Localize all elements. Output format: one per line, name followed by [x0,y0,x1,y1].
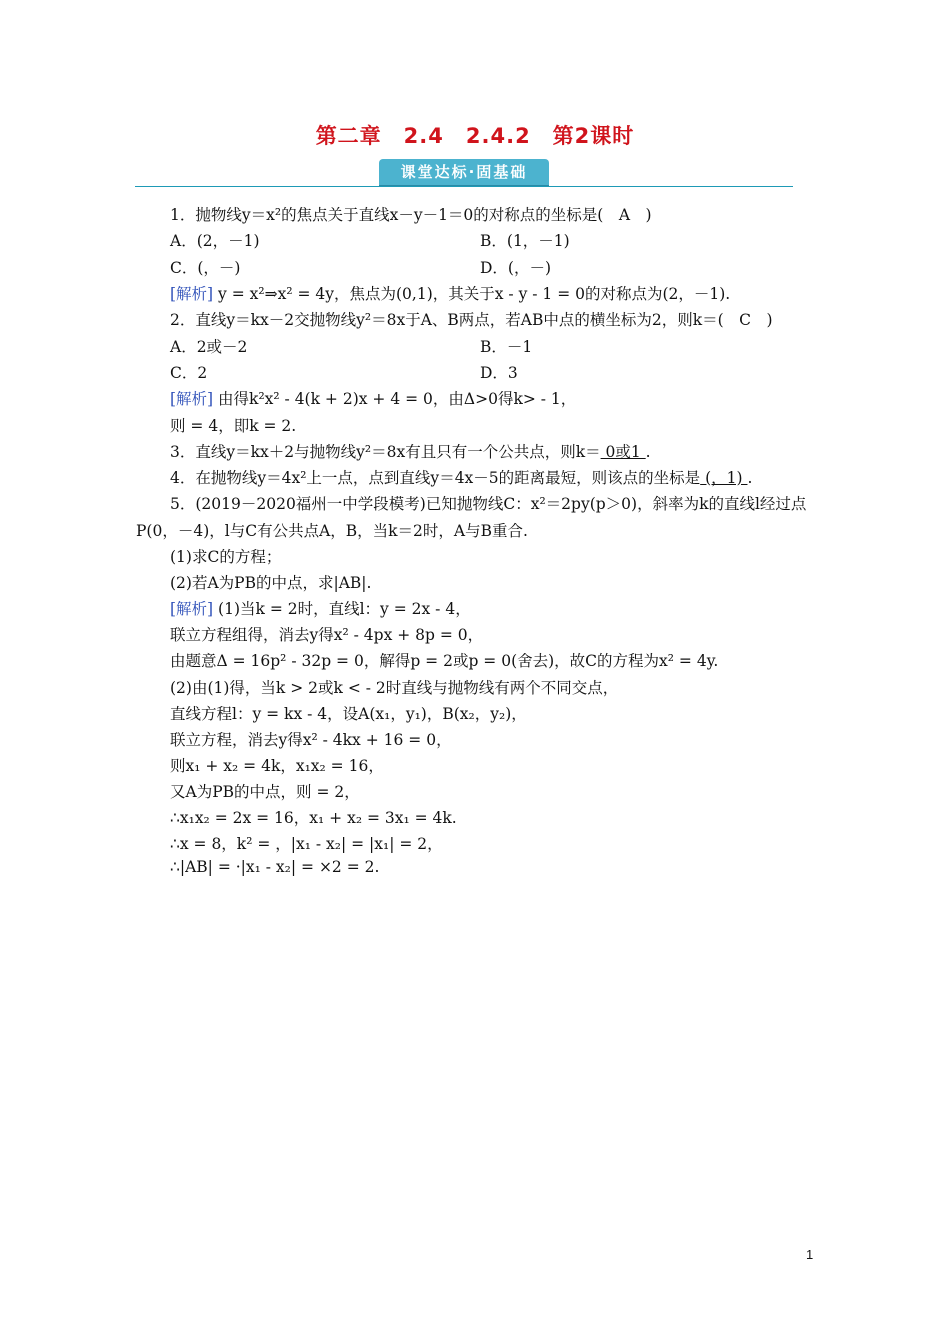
q2-option-c: C．2 [170,364,208,382]
q4-stem [170,466,752,488]
q3-text: 3．直线y＝kx＋2与抛物线y²＝8x有且只有一个公共点，则k＝ [170,443,601,461]
q2-analysis-line2: 则 = 4，即k = 2. [170,417,297,435]
q3-answer: 0或1 [600,443,646,461]
q5-solution-9: ∴x₁x₂ = 2x = 16，x₁ + x₂ = 3x₁ = 4k. [170,809,457,827]
q2-analysis [170,387,576,409]
q4-answer: (，1) [700,469,748,487]
q5-solution-1: (1)当k = 2时，直线l：y = 2x - 4， [218,600,471,618]
q5-solution-4: (2)由(1)得，当k > 2或k < - 2时直线与抛物线有两个不同交点， [170,679,619,697]
q1-analysis-text: y = x²⇒x² = 4y，焦点为(0,1)，其关于x - y - 1 = 0的对称点为(2，－1). [218,285,731,303]
section-banner: 课堂达标·固基础 [379,159,549,185]
page-title: 第二章 2.4 2.4.2 第2课时 [315,124,635,148]
q5-stem-line2: P(0，－4)，l与C有公共点A，B，当k＝2时，A与B重合. [136,522,528,540]
analysis-tag: [解析] [170,600,214,618]
q5-solution-8: 又A为PB的中点，则 = 2， [170,783,360,801]
q2-analysis-line1: 由得k²x² - 4(k + 2)x + 4 = 0，由Δ>0得k> - 1， [218,390,577,408]
q2-option-a: A．2或－2 [170,338,248,356]
q1-option-b: B．(1，－1) [480,232,570,250]
q5-analysis [170,597,471,619]
q1-option-c: C．(，－) [170,259,241,277]
q5-solution-7: 则x₁ + x₂ = 4k，x₁x₂ = 16， [170,757,384,775]
q5-solution-5: 直线方程l：y = kx - 4，设A(x₁，y₁)，B(x₂，y₂)， [170,705,527,723]
q2-option-b: B．－1 [480,338,533,356]
q2-stem: 2．直线y＝kx－2交抛物线y²＝8x于A、B两点，若AB中点的横坐标为2，则k＝( C ) [170,311,773,329]
banner-divider [135,186,793,187]
q5-solution-3: 由题意Δ = 16p² - 32p = 0，解得p = 2或p = 0(舍去)，故C的方程为x² = 4y. [170,652,719,670]
q1-option-d: D．(，－) [480,259,552,277]
q5-part1: (1)求C的方程； [170,548,282,566]
q5-solution-11: ∴|AB| = ·|x₁ - x₂| = ×2 = 2. [170,858,380,876]
q3-end: . [645,443,651,461]
q4-end: . [747,469,753,487]
q5-part2: (2)若A为PB的中点，求|AB|. [170,574,372,592]
q1-option-a: A．(2，－1) [170,232,260,250]
q2-option-d: D．3 [480,364,518,382]
q5-solution-6: 联立方程，消去y得x² - 4kx + 16 = 0， [170,731,452,749]
analysis-tag: [解析] [170,285,214,303]
q4-text: 4．在抛物线y＝4x²上一点，点到直线y＝4x－5的距离最短，则该点的坐标是 [170,469,701,487]
q5-solution-10: ∴x = 8，k² = ，|x₁ - x₂| = |x₁| = 2， [170,835,443,853]
q1-analysis [170,282,730,304]
q5-stem-line1: 5．(2019－2020福州一中学段模考)已知抛物线C：x²＝2py(p＞0)，斜率为k的直线l经过点 [170,495,807,513]
analysis-tag: [解析] [170,390,214,408]
q1-stem: 1．抛物线y＝x²的焦点关于直线x－y－1＝0的对称点的坐标是( A ) [170,206,652,224]
q5-solution-2: 联立方程组得，消去y得x² - 4px + 8p = 0， [170,626,484,644]
q3-stem [170,440,651,462]
page-number: 1 [806,1247,814,1262]
